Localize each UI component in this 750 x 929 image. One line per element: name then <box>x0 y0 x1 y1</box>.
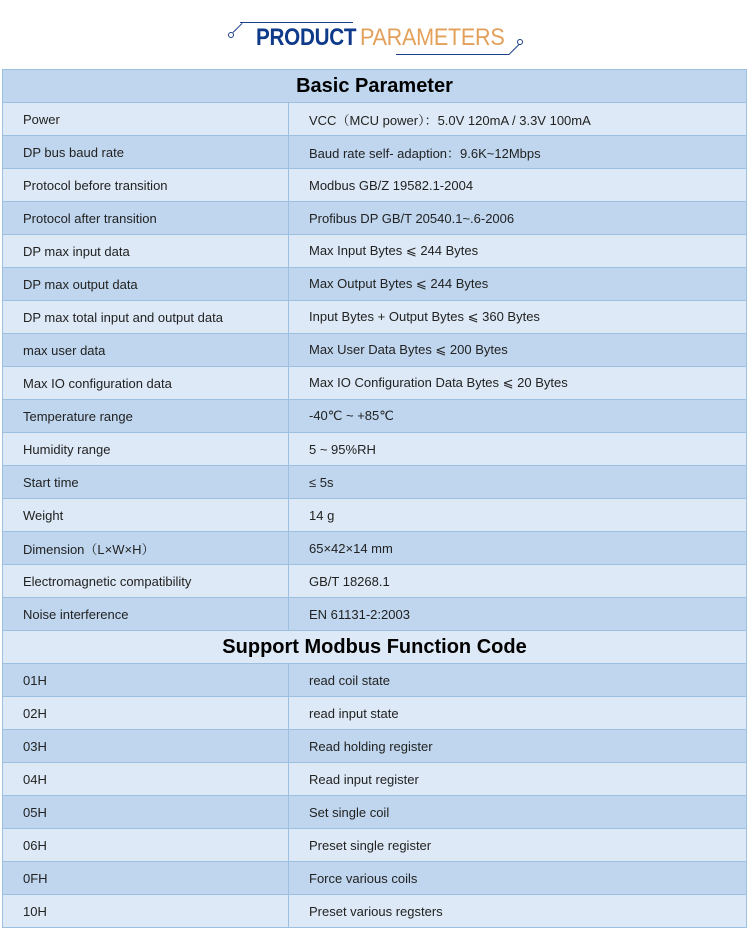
table-row <box>3 301 747 334</box>
param-label: Protocol after transition <box>3 202 289 235</box>
function-code: 04H <box>3 763 289 796</box>
param-label: max user data <box>3 334 289 367</box>
decor-line-top <box>240 22 353 23</box>
function-code: 03H <box>3 730 289 763</box>
param-label: DP bus baud rate <box>3 136 289 169</box>
table-row <box>3 136 747 169</box>
param-value: EN 61131-2:2003 <box>289 598 747 631</box>
param-value: -40℃ ~ +85℃ <box>289 400 747 433</box>
table-row <box>3 598 747 631</box>
parameters-table <box>2 69 747 928</box>
function-code: 06H <box>3 829 289 862</box>
param-value: Max IO Configuration Data Bytes ⩽ 20 Bytes <box>289 367 747 400</box>
param-label: Electromagnetic compatibility <box>3 565 289 598</box>
section-title: Support Modbus Function Code <box>3 631 747 664</box>
param-value: ≤ 5s <box>289 466 747 499</box>
function-description: Set single coil <box>289 796 747 829</box>
param-label: DP max total input and output data <box>3 301 289 334</box>
table-row <box>3 829 747 862</box>
param-label: Weight <box>3 499 289 532</box>
function-description: read input state <box>289 697 747 730</box>
function-code: 10H <box>3 895 289 928</box>
param-value: GB/T 18268.1 <box>289 565 747 598</box>
page-title <box>256 24 521 52</box>
banner <box>0 0 750 68</box>
table-row <box>3 235 747 268</box>
param-value: Profibus DP GB/T 20540.1~.6-2006 <box>289 202 747 235</box>
param-label: Protocol before transition <box>3 169 289 202</box>
table-row <box>3 334 747 367</box>
param-label: Humidity range <box>3 433 289 466</box>
param-value: Max Input Bytes ⩽ 244 Bytes <box>289 235 747 268</box>
function-description: Force various coils <box>289 862 747 895</box>
table-row <box>3 532 747 565</box>
function-code: 05H <box>3 796 289 829</box>
param-label: DP max input data <box>3 235 289 268</box>
section-header-basic <box>3 70 747 103</box>
table-row <box>3 268 747 301</box>
param-label: Start time <box>3 466 289 499</box>
table-row <box>3 499 747 532</box>
function-code: 0FH <box>3 862 289 895</box>
function-description: Read holding register <box>289 730 747 763</box>
decor-dot-left <box>228 32 234 38</box>
param-value: Modbus GB/Z 19582.1-2004 <box>289 169 747 202</box>
table-row <box>3 466 747 499</box>
table-row <box>3 565 747 598</box>
table-row <box>3 202 747 235</box>
table-row <box>3 169 747 202</box>
table-row <box>3 697 747 730</box>
table-row <box>3 367 747 400</box>
param-label: Dimension（L×W×H） <box>3 532 289 565</box>
table-row <box>3 895 747 928</box>
param-label: DP max output data <box>3 268 289 301</box>
param-value: 5 ~ 95%RH <box>289 433 747 466</box>
decor-diagonal-left <box>233 23 243 33</box>
param-value: Max User Data Bytes ⩽ 200 Bytes <box>289 334 747 367</box>
function-description: Preset various regsters <box>289 895 747 928</box>
function-description: Preset single register <box>289 829 747 862</box>
table-row <box>3 400 747 433</box>
param-label: Temperature range <box>3 400 289 433</box>
decor-line-bottom <box>396 54 509 55</box>
param-value: 65×42×14 mm <box>289 532 747 565</box>
param-value: VCC（MCU power）：5.0V 120mA / 3.3V 100mA <box>289 103 747 136</box>
section-header-modbus <box>3 631 747 664</box>
function-code: 01H <box>3 664 289 697</box>
table-row <box>3 103 747 136</box>
param-label: Max IO configuration data <box>3 367 289 400</box>
table-row <box>3 763 747 796</box>
param-value: Max Output Bytes ⩽ 244 Bytes <box>289 268 747 301</box>
decor-dot-right <box>517 39 523 45</box>
param-label: Power <box>3 103 289 136</box>
param-value: Input Bytes + Output Bytes ⩽ 360 Bytes <box>289 301 747 334</box>
param-label: Noise interference <box>3 598 289 631</box>
function-code: 02H <box>3 697 289 730</box>
table-row <box>3 796 747 829</box>
title-product: PRODUCT <box>256 24 357 51</box>
param-value: 14 g <box>289 499 747 532</box>
title-parameters: PARAMETERS <box>359 24 505 51</box>
function-description: read coil state <box>289 664 747 697</box>
table-row <box>3 664 747 697</box>
param-value: Baud rate self- adaption：9.6K~12Mbps <box>289 136 747 169</box>
section-title: Basic Parameter <box>3 70 747 103</box>
table-row <box>3 730 747 763</box>
table-row <box>3 862 747 895</box>
function-description: Read input register <box>289 763 747 796</box>
table-row <box>3 433 747 466</box>
